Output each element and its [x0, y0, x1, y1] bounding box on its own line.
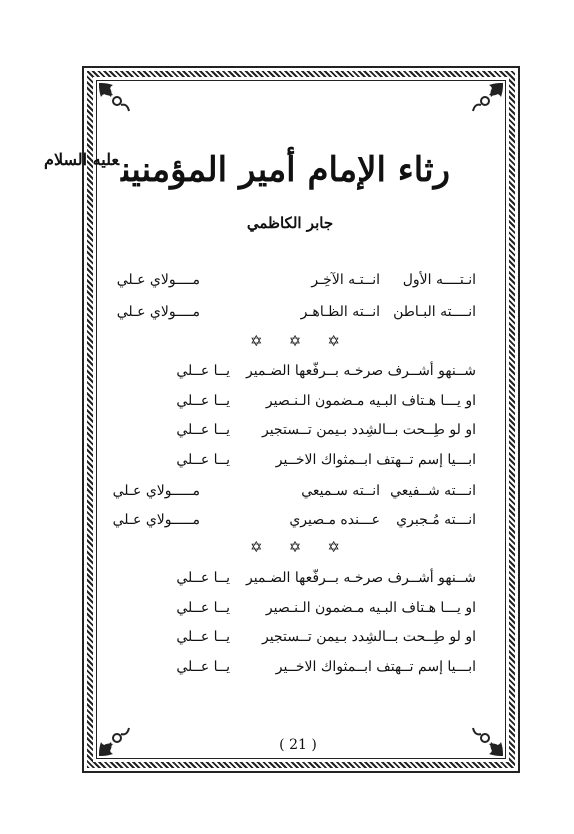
verse-line	[100, 600, 500, 624]
verse-refrain: يــا عــلي	[176, 600, 230, 616]
verse-refrain: يــا عــلي	[176, 659, 230, 675]
verse-line	[100, 629, 500, 653]
verse-part-1: او لو طِــحت بــالشِدد بـيمن تــستجير	[261, 422, 476, 438]
star-icon: ✡	[288, 538, 302, 556]
verse-refrain: مــــولاي عـلي	[116, 272, 200, 288]
corner-ornament-icon	[97, 724, 131, 758]
verse-part-1: او يـــا هـتاف البـيه مـضمون الـنـصير	[265, 600, 476, 616]
corner-ornament-icon	[97, 81, 131, 115]
verse-line	[100, 422, 500, 446]
verse-part-1: انـــته شــفيعي	[390, 483, 476, 499]
verse-line	[100, 363, 500, 387]
verse-part-1: انـــته مُـجبري	[396, 512, 476, 528]
verse-refrain: يــا عــلي	[176, 393, 230, 409]
title-honorific: عليه السلام	[44, 150, 120, 169]
verse-refrain: يــا عــلي	[176, 570, 230, 586]
page-number: ( 21 )	[279, 737, 317, 753]
verse-refrain: يــا عــلي	[176, 363, 230, 379]
star-icon: ✡	[250, 332, 263, 350]
star-icon: ✡	[288, 332, 302, 350]
corner-ornament-icon	[471, 724, 505, 758]
verse-part-1: شــنهو أشــرف صرخـه بــرفّعها الضـمير	[245, 570, 476, 586]
star-icon: ✡	[327, 332, 340, 350]
verse-line	[100, 393, 500, 417]
stanza-separator	[250, 538, 340, 556]
stanza-separator	[250, 332, 340, 350]
verse-refrain: مــــولاي عـلي	[116, 304, 200, 320]
verse-refrain: مـــــولاي عـلي	[112, 483, 200, 499]
verse-part-1: ابـــيا إسم تــهتف ابــمثواك الاخــير	[275, 659, 476, 675]
verse-refrain: يــا عــلي	[176, 629, 230, 645]
star-icon: ✡	[250, 538, 263, 556]
verse-refrain: يــا عــلي	[176, 452, 230, 468]
verse-part-2: عـــنده مـصيري	[289, 512, 380, 528]
verse-line	[100, 570, 500, 594]
verse-line	[100, 452, 500, 476]
verse-refrain: يــا عــلي	[176, 422, 230, 438]
verse-line	[100, 304, 500, 328]
verse-part-1: انـتــــه الأول	[402, 272, 476, 288]
verse-line	[100, 483, 500, 507]
verse-line	[100, 512, 500, 536]
star-icon: ✡	[327, 538, 340, 556]
verse-line	[100, 272, 500, 296]
verse-part-1: انــــته البـاطن	[393, 304, 476, 320]
poem-title	[44, 150, 450, 190]
corner-ornament-icon	[471, 81, 505, 115]
poem-title-text: رثاء الإمام أمير المؤمنين	[121, 150, 450, 190]
poet-name: جابر الكاظمي	[246, 214, 334, 232]
verse-part-1: او يـــا هـتاف البـيه مـضمون الـنـصير	[265, 393, 476, 409]
verse-refrain: مـــــولاي عـلي	[112, 512, 200, 528]
verse-part-1: ابـــيا إسم تــهتف ابــمثواك الاخــير	[275, 452, 476, 468]
verse-part-2: انــتـه الآخِـر	[311, 272, 380, 288]
verse-part-1: شــنهو أشــرف صرخـه بــرفّعها الضـمير	[245, 363, 476, 379]
verse-part-1: او لو طِــحت بــالشِدد بـيمن تــستجير	[261, 629, 476, 645]
verse-part-2: انــته سـميعي	[301, 483, 380, 499]
verse-part-2: انــته الظـاهـر	[300, 304, 380, 320]
verse-line	[100, 659, 500, 683]
